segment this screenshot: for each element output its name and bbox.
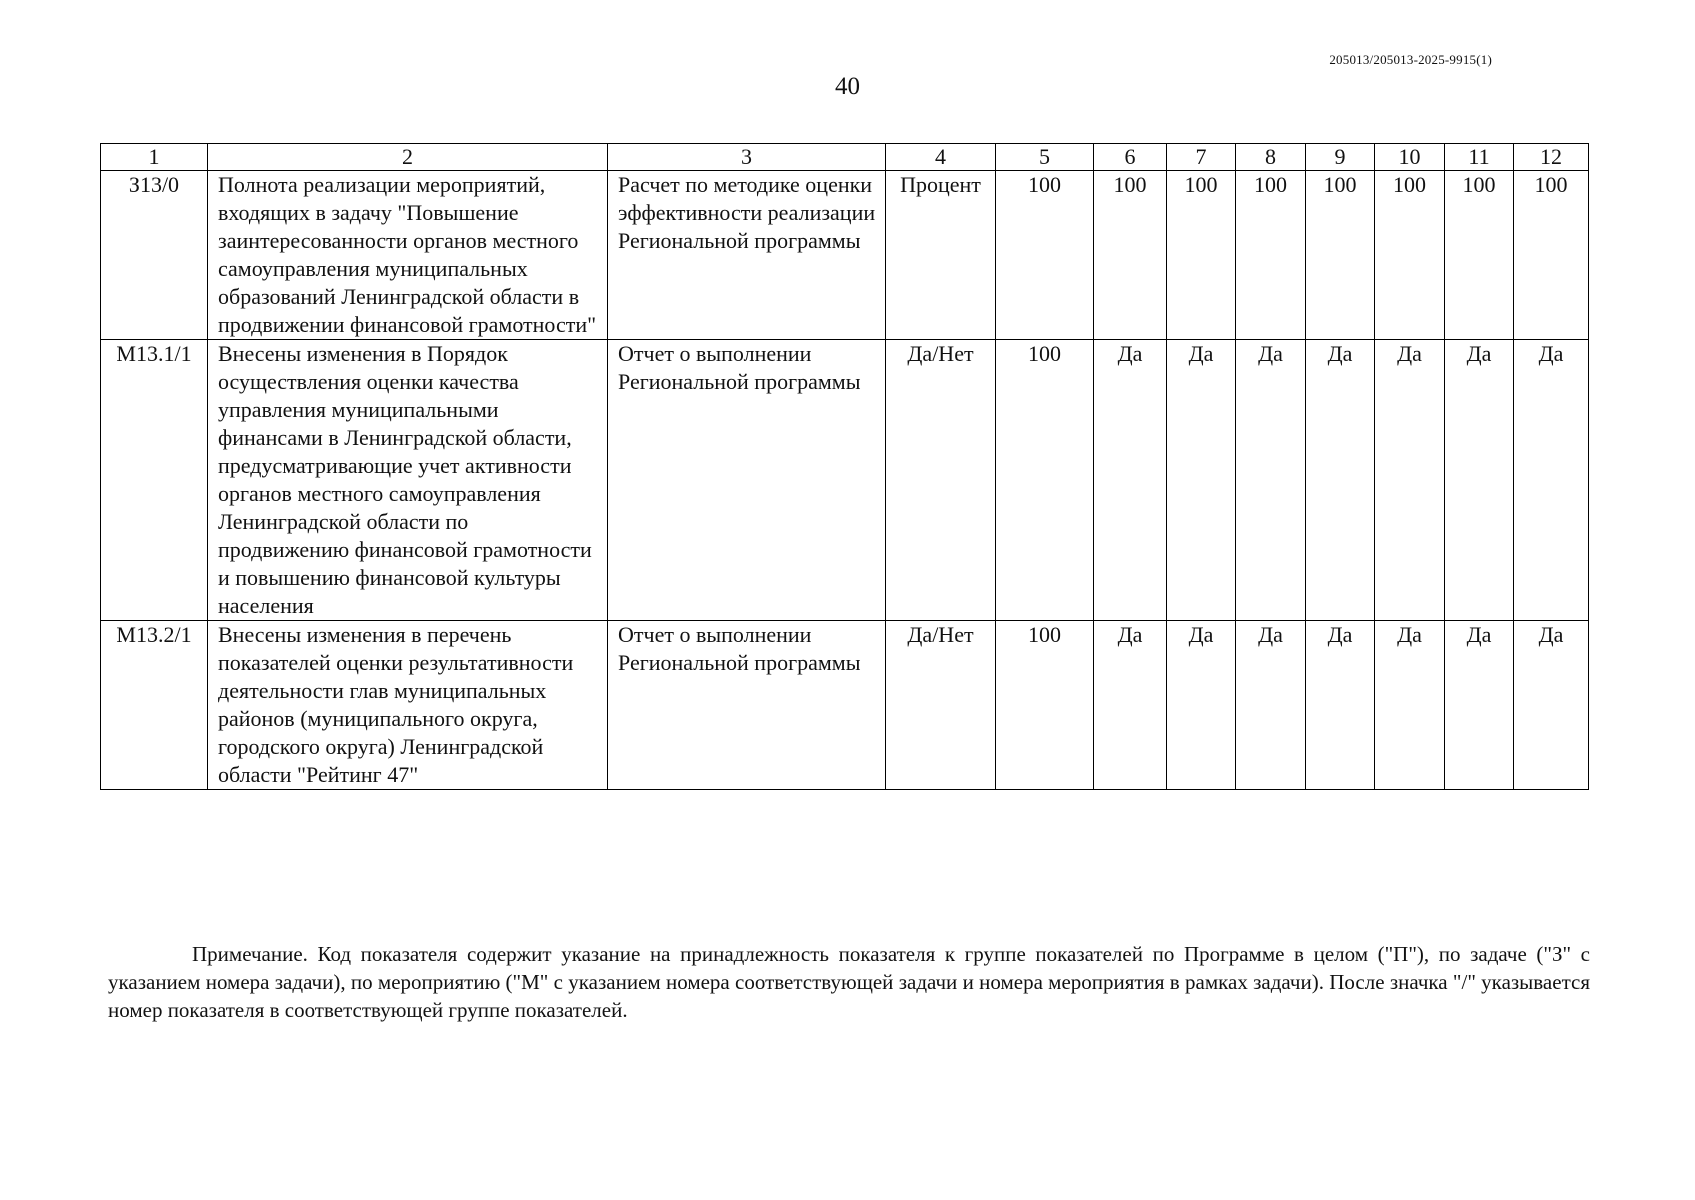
- value-cell: Да: [1167, 621, 1236, 790]
- value-cell: 100: [1236, 171, 1306, 340]
- table-row: [101, 340, 1589, 621]
- value-cell: 100: [1094, 171, 1167, 340]
- indicator-code-cell: З13/0: [101, 171, 208, 340]
- document-id: 205013/205013-2025-9915(1): [1329, 52, 1492, 67]
- table-row: [101, 171, 1589, 340]
- base-value-cell: 100: [996, 340, 1094, 621]
- value-cell: Да: [1236, 340, 1306, 621]
- base-value-cell: 100: [996, 621, 1094, 790]
- note-paragraph: Примечание. Код показателя содержит указание на принадлежность показателя к группе показателей по Программе в целом ("П"), по задаче ("З" с указанием номера задачи), по мероприятию ("М" с указанием номера соответствующей задачи и номера мероприятия в рамках задачи). После значка "/" указывается номер показателя в соответствующей группе показателей.: [108, 942, 1590, 1022]
- column-number-header: 8: [1236, 144, 1306, 171]
- value-cell: 100: [1514, 171, 1589, 340]
- calculation-method-cell: Расчет по методике оценки эффективности реализации Региональной программы: [608, 171, 886, 340]
- column-number-header: 4: [886, 144, 996, 171]
- value-cell: Да: [1514, 621, 1589, 790]
- column-number-header: 2: [208, 144, 608, 171]
- indicator-code-cell: М13.1/1: [101, 340, 208, 621]
- value-cell: Да: [1445, 340, 1514, 621]
- value-cell: Да: [1514, 340, 1589, 621]
- page-number: 40: [835, 73, 860, 100]
- column-number-header: 3: [608, 144, 886, 171]
- indicators-table: [100, 143, 1589, 790]
- base-value-cell: 100: [996, 171, 1094, 340]
- table-body: [101, 171, 1589, 790]
- indicator-code-cell: М13.2/1: [101, 621, 208, 790]
- unit-cell: Да/Нет: [886, 621, 996, 790]
- value-cell: Да: [1306, 340, 1375, 621]
- value-cell: Да: [1167, 340, 1236, 621]
- value-cell: Да: [1445, 621, 1514, 790]
- value-cell: 100: [1306, 171, 1375, 340]
- column-number-header: 9: [1306, 144, 1375, 171]
- column-number-header: 11: [1445, 144, 1514, 171]
- column-number-header: 7: [1167, 144, 1236, 171]
- calculation-method-cell: Отчет о выполнении Региональной программы: [608, 621, 886, 790]
- column-number-header: 5: [996, 144, 1094, 171]
- unit-cell: Да/Нет: [886, 340, 996, 621]
- column-number-header: 1: [101, 144, 208, 171]
- value-cell: Да: [1094, 340, 1167, 621]
- value-cell: Да: [1306, 621, 1375, 790]
- table-header: [101, 144, 1589, 171]
- table-row: [101, 621, 1589, 790]
- value-cell: Да: [1375, 621, 1445, 790]
- calculation-method-cell: Отчет о выполнении Региональной программы: [608, 340, 886, 621]
- indicator-name-cell: Внесены изменения в перечень показателей оценки результативности деятельности глав муниципальных районов (муниципального округа, городского округа) Ленинградской области "Рейтинг 47": [208, 621, 608, 790]
- value-cell: 100: [1375, 171, 1445, 340]
- value-cell: 100: [1445, 171, 1514, 340]
- indicator-name-cell: Полнота реализации мероприятий, входящих в задачу "Повышение заинтересованности органов местного самоуправления муниципальных образований Ленинградской области в продвижении финансовой грамотности": [208, 171, 608, 340]
- unit-cell: Процент: [886, 171, 996, 340]
- value-cell: Да: [1094, 621, 1167, 790]
- value-cell: 100: [1167, 171, 1236, 340]
- header-row: [101, 144, 1589, 171]
- value-cell: Да: [1236, 621, 1306, 790]
- column-number-header: 10: [1375, 144, 1445, 171]
- column-number-header: 12: [1514, 144, 1589, 171]
- indicator-name-cell: Внесены изменения в Порядок осуществления оценки качества управления муниципальными финансами в Ленинградской области, предусматривающие учет активности органов местного самоуправления Ленинградской области по продвижению финансовой грамотности и повышению финансовой культуры населения: [208, 340, 608, 621]
- column-number-header: 6: [1094, 144, 1167, 171]
- value-cell: Да: [1375, 340, 1445, 621]
